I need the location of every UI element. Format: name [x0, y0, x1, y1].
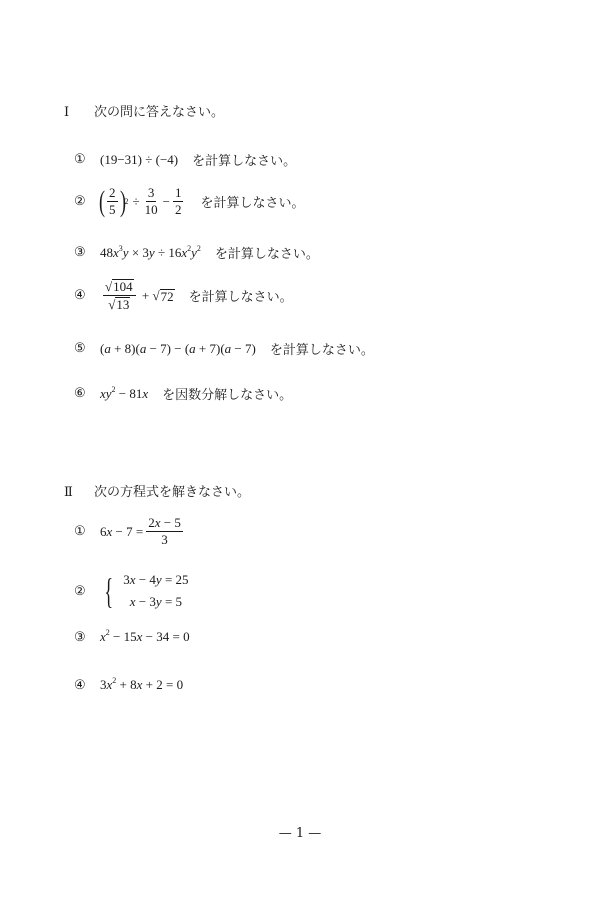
- problem-marker: ③: [74, 629, 86, 645]
- instruction: を計算しなさい。: [188, 290, 293, 305]
- expression: $xy^2 - 81x$: [100, 384, 149, 401]
- problem-1-4: [74, 279, 293, 312]
- section-2-numeral: Ⅱ: [64, 485, 73, 500]
- expression: (19−31) ÷ (−4): [100, 151, 179, 167]
- expression: ( $\frac{2}{5}$ ) 2 ÷ $\frac{3}{10}$ − $\frac{1}{2}$: [99, 184, 182, 218]
- section-1-title: 次の問に答えなさい。: [94, 105, 225, 120]
- problem-2-2: [74, 569, 189, 613]
- expression: $48x^3y \times 3y \div 16x^2y^2$: [100, 243, 201, 260]
- problem-2-1: [74, 516, 186, 547]
- expression: √ 104 √ 13 + √ 72: [105, 279, 174, 312]
- problem-marker: ⑤: [74, 341, 86, 356]
- problem-1-6: [74, 384, 292, 403]
- equation-system: { 3x − 4y = 25 x − 3y = 5: [104, 571, 189, 611]
- problem-2-3: [74, 629, 190, 645]
- problem-marker: ④: [74, 288, 86, 303]
- instruction: を計算しなさい。: [214, 247, 319, 262]
- instruction: を因数分解しなさい。: [162, 388, 293, 403]
- problem-1-5: [74, 339, 374, 358]
- problem-marker: ①: [74, 152, 86, 167]
- problem-marker: ①: [74, 524, 86, 539]
- problem-marker: ②: [74, 583, 86, 599]
- equation: $3x^2 + 8x + 2 = 0$: [100, 676, 184, 692]
- problem-2-4: [74, 677, 183, 693]
- instruction: を計算しなさい。: [200, 196, 305, 211]
- problem-marker: ④: [74, 677, 86, 693]
- problem-marker: ②: [74, 194, 86, 209]
- section-2-heading: [64, 481, 250, 500]
- instruction: を計算しなさい。: [192, 154, 297, 169]
- problem-marker: ③: [74, 245, 86, 260]
- section-1-heading: [64, 101, 224, 120]
- page-number: — 1 —: [278, 826, 322, 841]
- instruction: を計算しなさい。: [269, 343, 374, 358]
- equation: 6 x − 7 = $\frac{2x - 5}{3}$: [100, 515, 181, 547]
- section-1-numeral: Ⅰ: [64, 105, 70, 120]
- problem-1-3: [74, 243, 319, 262]
- expression: (a + 8)(a − 7) − (a + 7)(a − 7): [100, 340, 256, 356]
- problem-1-2: [74, 186, 305, 217]
- problem-1-1: [74, 150, 296, 169]
- section-2-title: 次の方程式を解きなさい。: [94, 485, 251, 500]
- problem-marker: ⑥: [74, 386, 86, 401]
- equation: $x^2 - 15x - 34 = 0$: [100, 628, 190, 644]
